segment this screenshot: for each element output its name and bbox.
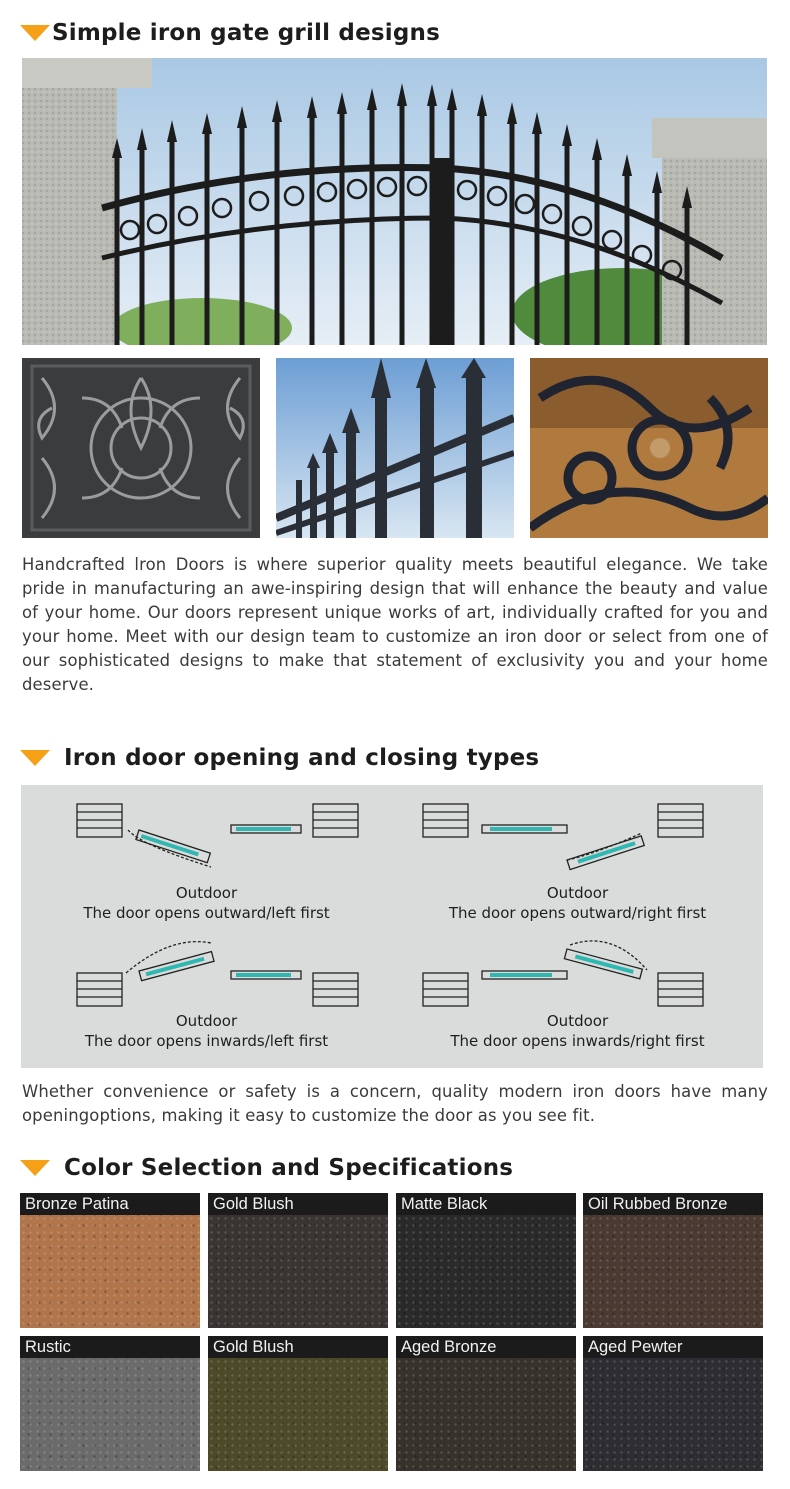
intro-paragraph: Handcrafted lron Doors is where superior quality meets beautiful elegance. We take pride in manufacturing an awe-inspiring design that will enhance the beauty and value of your home. Our doors represent unique works of art, individually crafted for you and your home. Meet with our design team to customize an iron door or select from one of our sophisticated designs to make that statement of exclusivity you and your home deserve. — [22, 555, 768, 694]
swatch-texture — [208, 1358, 388, 1471]
section-heading-opening — [20, 745, 539, 771]
opening-desc-label: The door opens inwards/left first — [84, 1032, 329, 1050]
opening-desc-label: The door opens outward/left first — [83, 904, 330, 922]
swatch-texture — [20, 1215, 200, 1328]
swatch-texture — [583, 1358, 763, 1471]
color-swatch[interactable] — [208, 1193, 388, 1328]
scroll-detail-photo — [530, 358, 768, 538]
opening-type-outward-right — [392, 785, 763, 925]
swatch-label: Bronze Patina — [25, 1195, 129, 1213]
door-diagram-icon — [21, 785, 392, 885]
opening-place-label: Outdoor — [175, 884, 238, 902]
swatch-texture — [396, 1358, 576, 1471]
section-heading-colors — [20, 1155, 513, 1181]
swatch-texture — [396, 1215, 576, 1328]
opening-type-inwards-right — [392, 925, 763, 1065]
opening-place-label: Outdoor — [546, 884, 609, 902]
opening-desc-label: The door opens inwards/right first — [450, 1032, 705, 1050]
color-swatch[interactable] — [20, 1193, 200, 1328]
swatch-label: Aged Pewter — [588, 1338, 683, 1356]
triangle-marker-icon — [20, 1160, 50, 1176]
opening-place-label: Outdoor — [175, 1012, 238, 1030]
section-title: Iron door opening and closing types — [64, 745, 540, 771]
color-swatch[interactable] — [396, 1193, 576, 1328]
opening-place-label: Outdoor — [546, 1012, 609, 1030]
color-swatch[interactable] — [396, 1336, 576, 1471]
swatch-texture — [20, 1358, 200, 1471]
color-swatch[interactable] — [208, 1336, 388, 1471]
color-swatch[interactable] — [20, 1336, 200, 1471]
spear-fence-photo — [276, 358, 514, 538]
color-swatch[interactable] — [583, 1336, 763, 1471]
opening-type-outward-left — [21, 785, 392, 925]
section-title: Color Selection and Specifications — [64, 1155, 514, 1181]
swatch-label: Aged Bronze — [401, 1338, 497, 1356]
triangle-marker-icon — [20, 25, 50, 41]
opening-paragraph: Whether convenience or safety is a concern, quality modern iron doors have many openingoptions, making it easy to customize the door as you see fit. — [22, 1082, 768, 1125]
swatch-label: Gold Blush — [213, 1338, 294, 1356]
door-diagram-icon — [21, 925, 392, 1015]
door-diagram-icon — [392, 925, 763, 1015]
opening-types-diagram — [21, 785, 763, 1068]
triangle-marker-icon — [20, 750, 50, 766]
door-diagram-icon — [392, 785, 763, 885]
ornamental-panel-photo — [22, 358, 260, 538]
hero-gate-photo — [22, 58, 767, 345]
opening-type-inwards-left — [21, 925, 392, 1065]
swatch-label: Gold Blush — [213, 1195, 294, 1213]
opening-desc-label: The door opens outward/right first — [448, 904, 707, 922]
swatch-label: Matte Black — [401, 1195, 488, 1213]
swatch-texture — [208, 1215, 388, 1328]
swatch-texture — [583, 1215, 763, 1328]
swatch-label: Rustic — [25, 1338, 71, 1356]
swatch-label: Oil Rubbed Bronze — [588, 1195, 728, 1213]
section-heading-gates — [20, 20, 440, 46]
section-title: Simple iron gate grill designs — [52, 20, 440, 46]
color-swatch[interactable] — [583, 1193, 763, 1328]
